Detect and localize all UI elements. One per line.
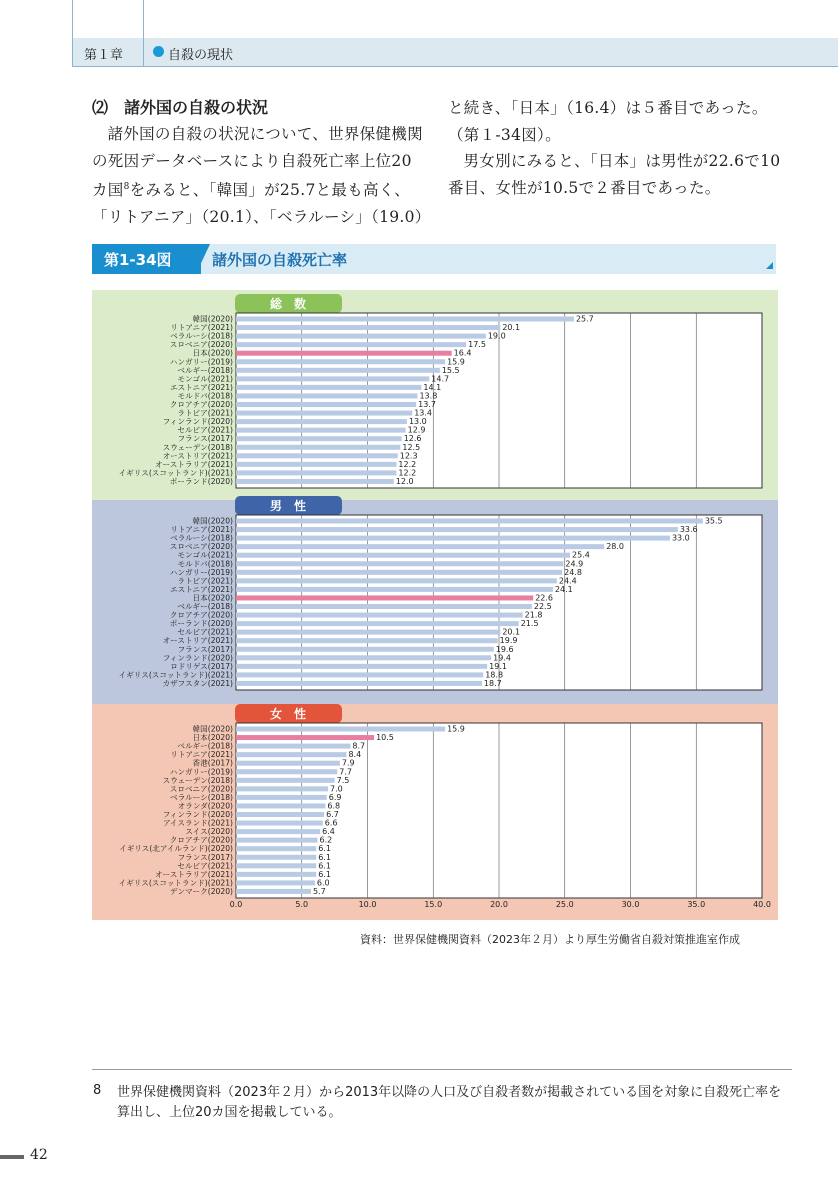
- data-label: 15.9: [447, 357, 465, 367]
- x-tick-label: 15.0: [424, 900, 443, 909]
- data-label: 20.1: [502, 627, 521, 637]
- data-label: 12.5: [402, 442, 421, 452]
- bar: [236, 889, 311, 894]
- bar: [236, 359, 445, 364]
- category-label: リトアニア(2021): [170, 750, 233, 760]
- footnote-text: 世界保健機関資料（2023年２月）から2013年以降の人口及び自殺者数が掲載されている国を対象に自殺死亡率を算出し、上位20カ国を掲載している。: [117, 1085, 782, 1120]
- category-label: イギリス(スコットランド)(2021): [118, 468, 233, 478]
- bar: [236, 385, 421, 390]
- bar: [236, 402, 416, 407]
- footnote-rule: [92, 1069, 792, 1070]
- data-label: 14.7: [431, 374, 450, 384]
- data-label: 17.5: [468, 340, 486, 350]
- bar: [236, 681, 482, 686]
- chapter-label: 第１章: [84, 48, 124, 63]
- category-label: ベラルーシ(2018): [170, 792, 233, 802]
- data-label: 24.9: [565, 559, 584, 569]
- category-label: クロアチア(2020): [169, 835, 233, 845]
- data-label: 6.6: [324, 818, 338, 828]
- bar: [236, 812, 324, 817]
- data-label: 15.9: [447, 724, 465, 734]
- x-tick-label: 0.0: [229, 900, 243, 909]
- bar: [236, 536, 670, 541]
- bar: [236, 470, 396, 475]
- bar: [236, 880, 315, 885]
- data-label: 10.5: [376, 733, 394, 743]
- bar: [236, 735, 374, 740]
- category-label: ベルギー(2018): [177, 365, 233, 375]
- category-label: ラトビア(2021): [177, 576, 233, 586]
- bar: [236, 436, 402, 441]
- data-label: 33.6: [679, 525, 698, 535]
- category-label: 日本(2020): [192, 733, 233, 743]
- category-label: オランダ(2020): [177, 801, 233, 811]
- bar: [236, 604, 532, 609]
- data-label: 6.2: [319, 835, 333, 845]
- data-label: 22.6: [535, 593, 554, 603]
- category-label: モンゴル(2021): [177, 550, 233, 560]
- section-bullet-icon: [153, 46, 164, 57]
- bar: [236, 829, 320, 834]
- data-label: 5.7: [312, 886, 326, 896]
- category-label: リトアニア(2021): [170, 525, 233, 535]
- data-label: 33.0: [671, 533, 690, 543]
- category-label: 韓国(2020): [192, 314, 233, 324]
- footnote-number: 8: [93, 1083, 102, 1098]
- bar: [236, 561, 563, 566]
- category-label: エストニア(2021): [170, 584, 233, 594]
- page-number: 42: [30, 1147, 48, 1163]
- data-label: 18.7: [483, 678, 502, 688]
- category-label: リトアニア(2021): [170, 323, 233, 333]
- x-tick-label: 10.0: [358, 900, 377, 909]
- bar: [236, 376, 429, 381]
- data-label: 19.1: [489, 661, 507, 671]
- bar: [236, 479, 394, 484]
- data-label: 28.0: [606, 542, 625, 552]
- data-label: 21.5: [520, 619, 539, 629]
- bar: [236, 334, 486, 339]
- data-label: 15.5: [441, 365, 460, 375]
- bar: [236, 613, 523, 618]
- data-label: 7.7: [339, 767, 352, 777]
- category-label: スロベニア(2020): [169, 340, 233, 350]
- body-paragraph: [92, 121, 431, 230]
- data-label: 13.0: [408, 417, 427, 427]
- figure-tab-slant: [196, 244, 210, 274]
- data-label: 24.8: [564, 567, 582, 577]
- category-label: モルドバ(2018): [177, 391, 233, 401]
- bar: [236, 863, 316, 868]
- category-label: ベラルーシ(2018): [170, 331, 233, 341]
- header-divider: [72, 0, 73, 66]
- category-label: カザフスタン(2021): [162, 678, 233, 688]
- bar: [236, 351, 452, 356]
- body-text: 諸外国の自殺の状況について、世界保健機関の死因データベースにより自殺死亡率上位20カ国: [92, 125, 423, 200]
- bar: [236, 855, 316, 860]
- data-label: 7.9: [341, 758, 355, 768]
- bar: [236, 553, 570, 558]
- data-label: 14.1: [423, 382, 442, 392]
- data-label: 13.8: [419, 391, 438, 401]
- figure-number: 第1-34図: [104, 251, 172, 269]
- data-label: 12.9: [407, 425, 426, 435]
- x-tick-label: 25.0: [555, 900, 574, 909]
- category-label: モルドバ(2018): [177, 559, 233, 569]
- data-label: 12.3: [399, 451, 418, 461]
- bar: [236, 595, 533, 600]
- category-label: セルビア(2021): [177, 627, 233, 637]
- category-label: アイスランド(2021): [162, 818, 233, 828]
- body-paragraph: 男女別にみると、「日本」は男性が22.6で10番目、女性が10.5で２番目であった。: [448, 152, 781, 197]
- figure-title: 諸外国の自殺死亡率: [212, 251, 348, 269]
- category-label: フィンランド(2020): [162, 653, 233, 663]
- category-label: イギリス(スコットランド)(2021): [118, 670, 233, 680]
- figure-source: 資料：世界保健機関資料（2023年２月）より厚生労働省自殺対策推進室作成: [360, 933, 740, 946]
- data-label: 6.7: [326, 810, 339, 819]
- category-label: フィンランド(2020): [162, 810, 233, 819]
- category-label: スウェーデン(2018): [162, 442, 233, 452]
- data-label: 19.9: [499, 636, 518, 646]
- bar: [236, 462, 396, 467]
- bar: [236, 621, 519, 626]
- category-label: スロベニア(2020): [169, 542, 233, 552]
- data-label: 6.4: [322, 827, 335, 837]
- header-rule: [72, 66, 838, 67]
- body-paragraph: と続き、「日本」（16.4）は５番目であった。（第１-34図）。: [448, 99, 768, 144]
- category-label: ベルギー(2018): [177, 602, 233, 611]
- bar: [236, 570, 562, 575]
- bar: [236, 317, 574, 322]
- bar: [236, 578, 557, 583]
- data-label: 19.0: [487, 331, 506, 341]
- category-label: ポーランド(2020): [169, 619, 233, 629]
- bar: [236, 778, 335, 783]
- category-label: フィンランド(2020): [162, 417, 233, 427]
- category-label: セルビア(2021): [177, 861, 233, 871]
- bar: [236, 587, 553, 592]
- header-divider: [143, 0, 144, 66]
- data-label: 6.0: [316, 878, 330, 888]
- section-label: 自殺の現状: [168, 48, 234, 63]
- panel-title: 総 数: [269, 297, 307, 311]
- bar: [236, 872, 316, 877]
- bar: [236, 419, 407, 424]
- bar: [236, 821, 323, 826]
- bar: [236, 744, 350, 749]
- category-label: 韓国(2020): [192, 724, 233, 734]
- category-label: イギリス(北アイルランド)(2020): [119, 844, 233, 854]
- x-tick-label: 30.0: [621, 900, 640, 909]
- bar: [236, 527, 678, 532]
- bar: [236, 786, 328, 791]
- data-label: 21.8: [524, 610, 543, 620]
- category-label: ラトビア(2021): [177, 408, 233, 418]
- bar: [236, 803, 325, 808]
- category-label: エストニア(2021): [170, 382, 233, 392]
- data-label: 7.5: [336, 775, 350, 785]
- category-label: フランス(2017): [177, 852, 233, 862]
- bar: [236, 655, 491, 660]
- data-label: 19.4: [493, 653, 511, 663]
- data-label: 6.9: [328, 792, 342, 802]
- bar: [236, 795, 327, 800]
- data-label: 19.6: [495, 644, 514, 654]
- category-label: 日本(2020): [192, 593, 233, 603]
- footnote-ref[interactable]: 8: [123, 182, 130, 192]
- section-heading: ⑵ 諸外国の自殺の状況: [92, 98, 269, 117]
- bar: [236, 519, 703, 524]
- right-column: [448, 95, 788, 201]
- bar: [236, 638, 498, 643]
- category-label: デンマーク(2020): [169, 886, 233, 896]
- corner-mark-icon: [766, 262, 773, 269]
- data-label: 6.1: [318, 852, 331, 862]
- data-label: 35.5: [704, 516, 723, 526]
- category-label: 日本(2020): [192, 348, 233, 358]
- data-label: 24.1: [554, 584, 573, 594]
- left-column: [92, 121, 431, 230]
- data-label: 12.2: [398, 459, 417, 469]
- category-label: フランス(2017): [177, 644, 233, 654]
- data-label: 12.2: [398, 468, 417, 478]
- data-label: 12.6: [403, 434, 422, 444]
- bar: [236, 752, 346, 757]
- category-label: クロアチア(2020): [169, 400, 233, 409]
- bar: [236, 838, 318, 843]
- data-label: 16.4: [453, 348, 472, 358]
- category-label: ベルギー(2018): [177, 741, 233, 751]
- data-label: 8.4: [348, 750, 362, 760]
- bar: [236, 342, 466, 347]
- data-label: 6.1: [318, 861, 331, 871]
- category-label: ロドリゲス(2017): [170, 661, 233, 671]
- category-label: ハンガリー(2019): [169, 567, 233, 577]
- category-label: オーストリア(2021): [162, 636, 233, 646]
- x-tick-label: 5.0: [295, 900, 309, 909]
- data-label: 24.4: [558, 576, 577, 586]
- data-label: 20.1: [502, 323, 521, 333]
- category-label: スイス(2020): [185, 827, 233, 837]
- data-label: 25.4: [572, 550, 590, 560]
- bar: [236, 325, 500, 330]
- data-label: 18.8: [485, 670, 504, 680]
- bar: [236, 761, 340, 766]
- category-label: ベラルーシ(2018): [170, 533, 233, 543]
- page-number-bar: [0, 1155, 24, 1159]
- panel-title: 男 性: [269, 499, 307, 513]
- x-tick-label: 20.0: [490, 900, 508, 909]
- x-tick-label: 35.0: [687, 900, 706, 909]
- category-label: オーストラリア(2021): [154, 869, 233, 879]
- category-label: イギリス(スコットランド)(2021): [118, 878, 233, 888]
- panel-title: 女 性: [269, 707, 307, 721]
- bar: [236, 769, 337, 774]
- bar: [236, 846, 316, 851]
- category-label: ポーランド(2020): [169, 476, 233, 486]
- data-label: 13.4: [414, 408, 433, 418]
- category-label: スウェーデン(2018): [162, 775, 233, 785]
- bar: [236, 411, 412, 416]
- bar: [236, 672, 483, 677]
- bar: [236, 647, 494, 652]
- category-label: クロアチア(2020): [169, 610, 233, 620]
- bar: [236, 630, 500, 635]
- category-label: スロベニア(2020): [169, 784, 233, 794]
- category-label: ハンガリー(2019): [169, 357, 233, 367]
- category-label: モンゴル(2021): [177, 374, 233, 384]
- bar: [236, 453, 398, 458]
- data-label: 6.8: [327, 801, 341, 811]
- body-text: をみると、「韓国」が25.7と最も高く、「リトアニア」（20.1）、「ベラルーシ」（19.0）: [92, 181, 431, 226]
- data-label: 8.7: [352, 741, 366, 751]
- bar: [236, 368, 440, 373]
- x-tick-label: 40.0: [753, 900, 771, 909]
- category-label: フランス(2017): [177, 434, 233, 444]
- category-label: ハンガリー(2019): [169, 767, 233, 777]
- category-label: オーストリア(2021): [162, 451, 233, 461]
- category-label: オーストラリア(2021): [154, 459, 233, 469]
- category-label: 香港(2017): [192, 758, 233, 768]
- bar: [236, 664, 487, 669]
- data-label: 6.1: [318, 869, 331, 879]
- data-label: 13.7: [418, 400, 436, 409]
- category-label: 韓国(2020): [192, 516, 233, 526]
- bar: [236, 393, 417, 398]
- data-label: 25.7: [575, 314, 594, 324]
- data-label: 7.0: [330, 784, 343, 794]
- data-label: 22.5: [533, 602, 552, 611]
- bar: [236, 544, 604, 549]
- category-label: セルビア(2021): [177, 425, 233, 435]
- data-label: 6.1: [318, 844, 331, 854]
- bar: [236, 428, 406, 433]
- bar: [236, 727, 445, 732]
- bar: [236, 445, 400, 450]
- suicide-rate-chart: [92, 290, 778, 920]
- data-label: 12.0: [395, 476, 414, 486]
